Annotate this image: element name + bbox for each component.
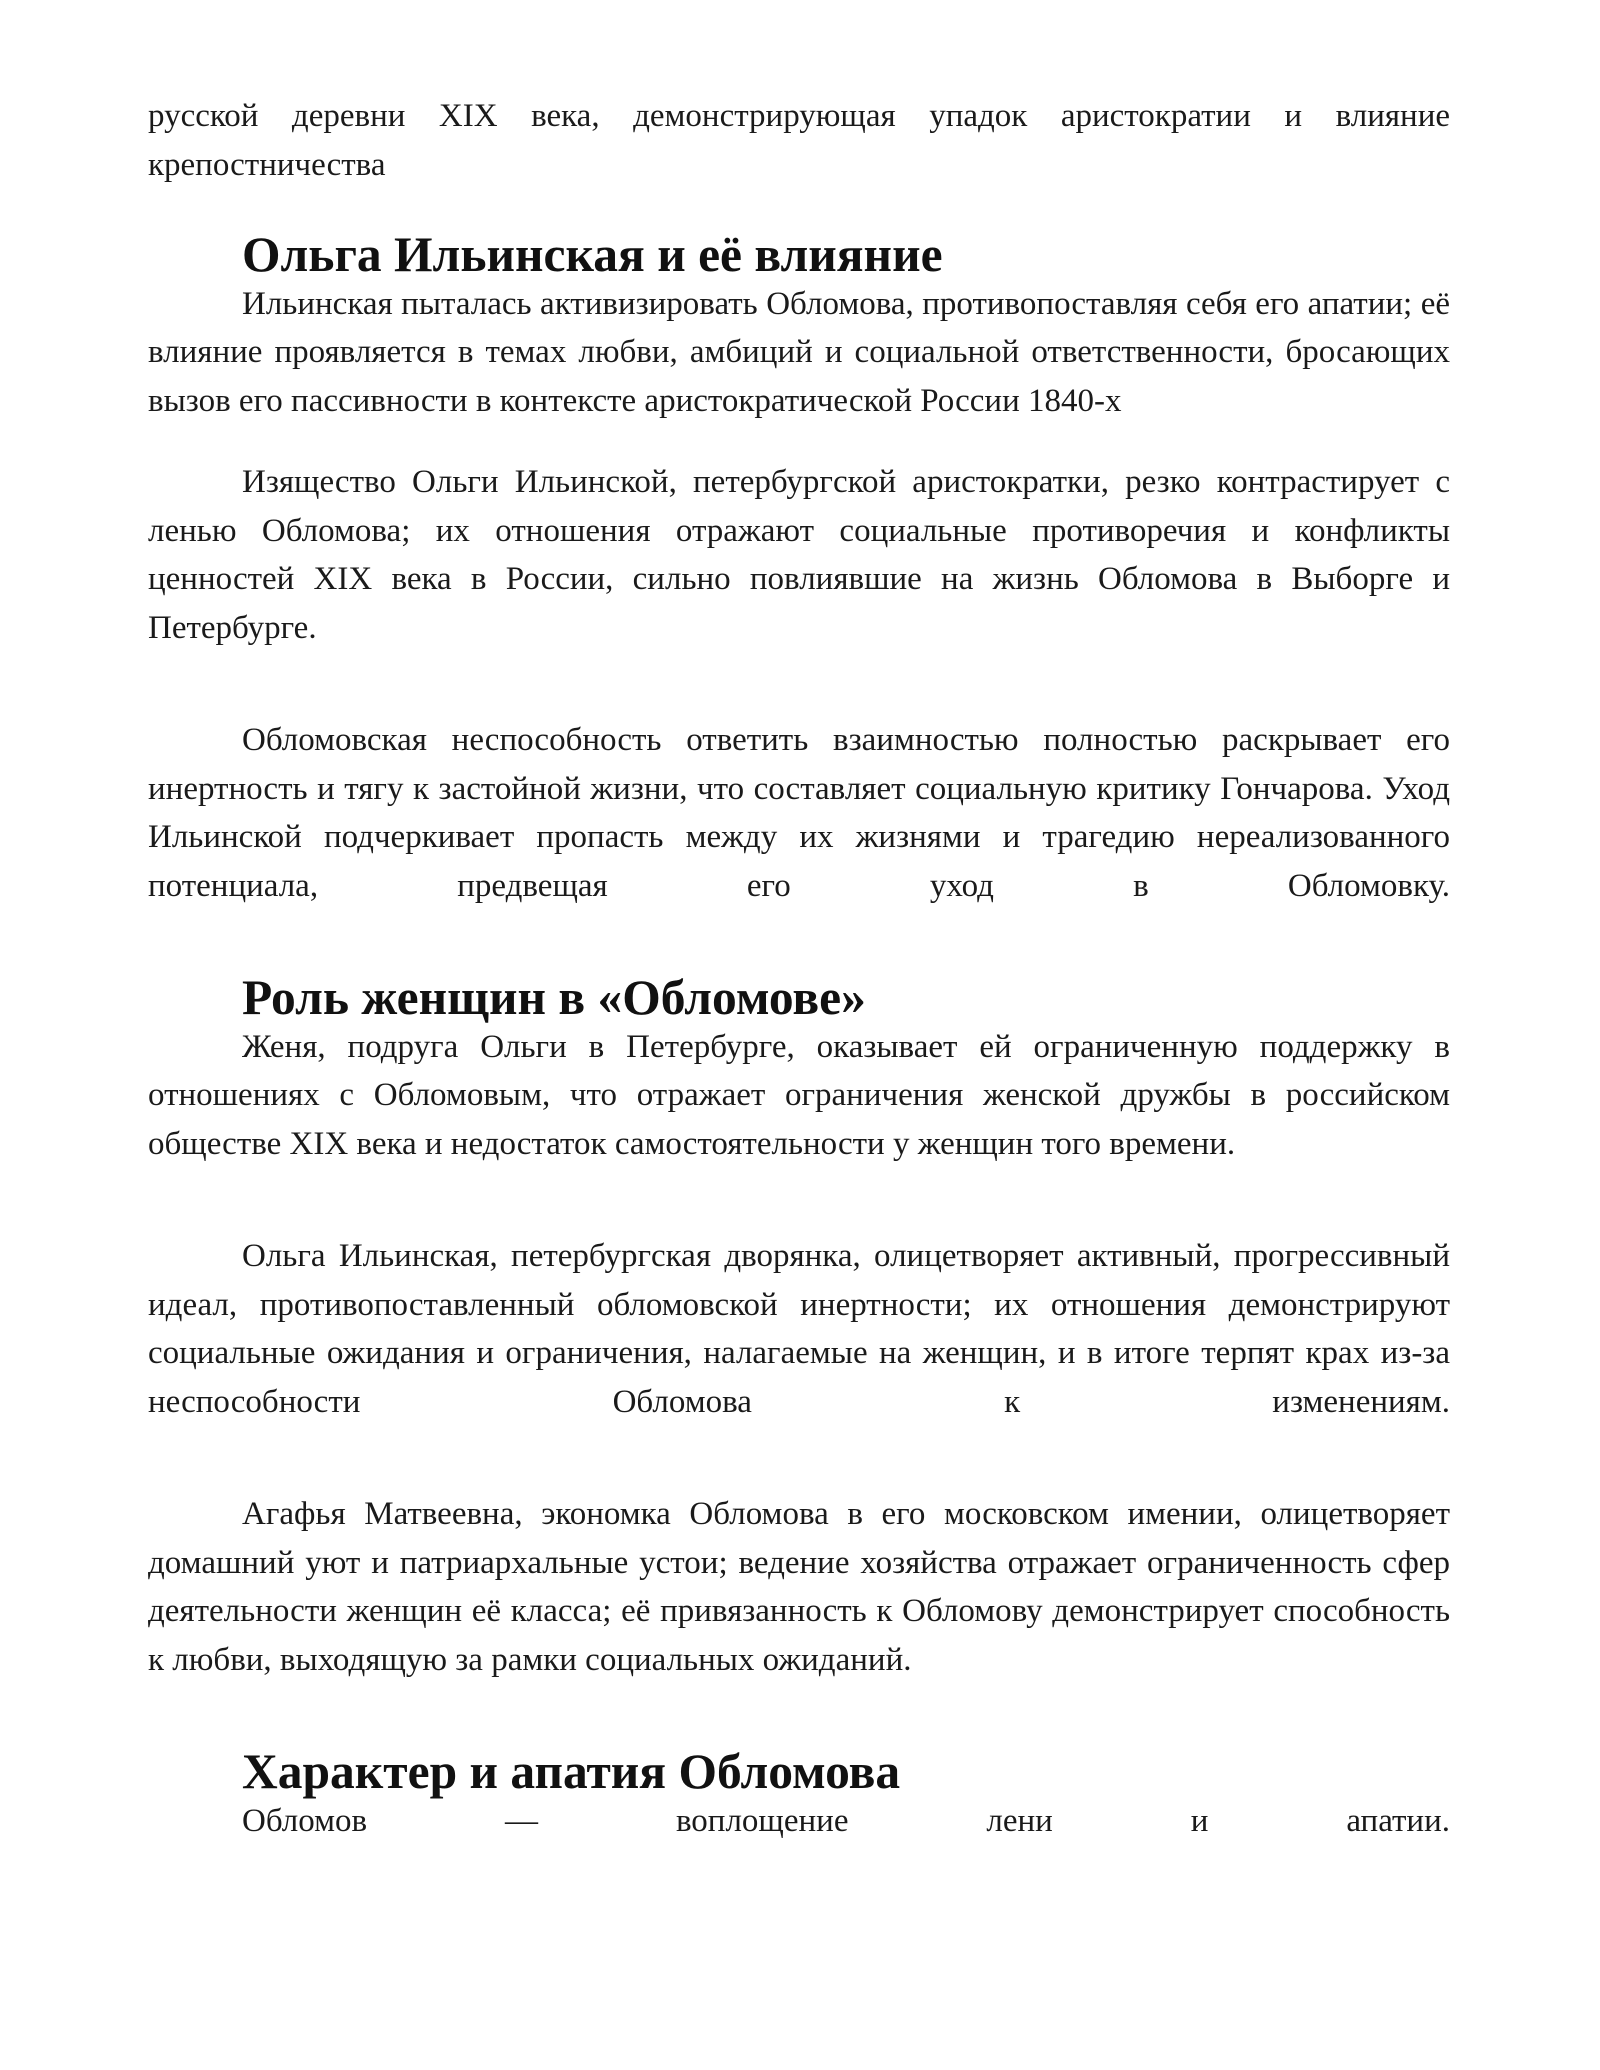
paragraph: Ольга Ильинская, петербургская дворянка, олицетворяет активный, прогрессивный идеал, противопоставленный обломовской инертности; их отношения демонстрируют социальные ожидания и ограничения, налагаемые на женщин, и в итоге терпят крах из-за неспособности Обломова к изменениям. bbox=[148, 1238, 1450, 1420]
intro-paragraph: русской деревни XIX века, демонстрирующая упадок аристократии и влияние крепостничества bbox=[148, 98, 1450, 183]
document-page bbox=[148, 92, 1450, 1845]
paragraph: Агафья Матвеевна, экономка Обломова в его московском имении, олицетворяет домашний уют и патриархальные устои; ведение хозяйства отражает ограниченность сфер деятельности женщин её класса; её привязанность к Обломову демонстрирует способность к любви, выходящую за рамки социальных ожиданий. bbox=[148, 1496, 1450, 1678]
spacer bbox=[148, 425, 1450, 458]
paragraph: Ильинская пыталась активизировать Обломова, противопоставляя себя его апатии; её влияние проявляется в темах любви, амбиций и социальной ответственности, бросающих вызов его пассивности в контексте аристократической России 1840-х bbox=[148, 285, 1450, 419]
section-heading-women-role: Роль женщин в «Обломове» bbox=[242, 970, 866, 1025]
spacer bbox=[148, 1168, 1450, 1232]
paragraph: Обломовская неспособность ответить взаимностью полностью раскрывает его инертность и тягу к застойной жизни, что составляет социальную критику Гончарова. Уход Ильинской подчеркивает пропасть между их жизнями и трагедию нереализованного потенциала, предвещая его уход в Обломовку. bbox=[148, 722, 1450, 904]
section-heading-oblomov-character: Характер и апатия Обломова bbox=[242, 1744, 901, 1799]
paragraph: Изящество Ольги Ильинской, петербургской аристократки, резко контрастирует с ленью Обломова; их отношения отражают социальные противоречия и конфликты ценностей XIX века в России, сильно повлиявшие на жизнь Обломова в Выборге и Петербурге. bbox=[148, 464, 1450, 646]
spacer bbox=[148, 652, 1450, 716]
spacer bbox=[148, 910, 1450, 974]
section-heading-olga-influence: Ольга Ильинская и её влияние bbox=[242, 227, 943, 282]
spacer bbox=[148, 189, 1450, 231]
paragraph: Обломов — воплощение лени и апатии. bbox=[242, 1802, 1450, 1839]
spacer bbox=[148, 1426, 1450, 1490]
paragraph: Женя, подруга Ольги в Петербурге, оказывает ей ограниченную поддержку в отношениях с Обломовым, что отражает ограничения женской дружбы в российском обществе XIX века и недостаток самостоятельности у женщин того времени. bbox=[148, 1028, 1450, 1162]
spacer bbox=[148, 1684, 1450, 1748]
